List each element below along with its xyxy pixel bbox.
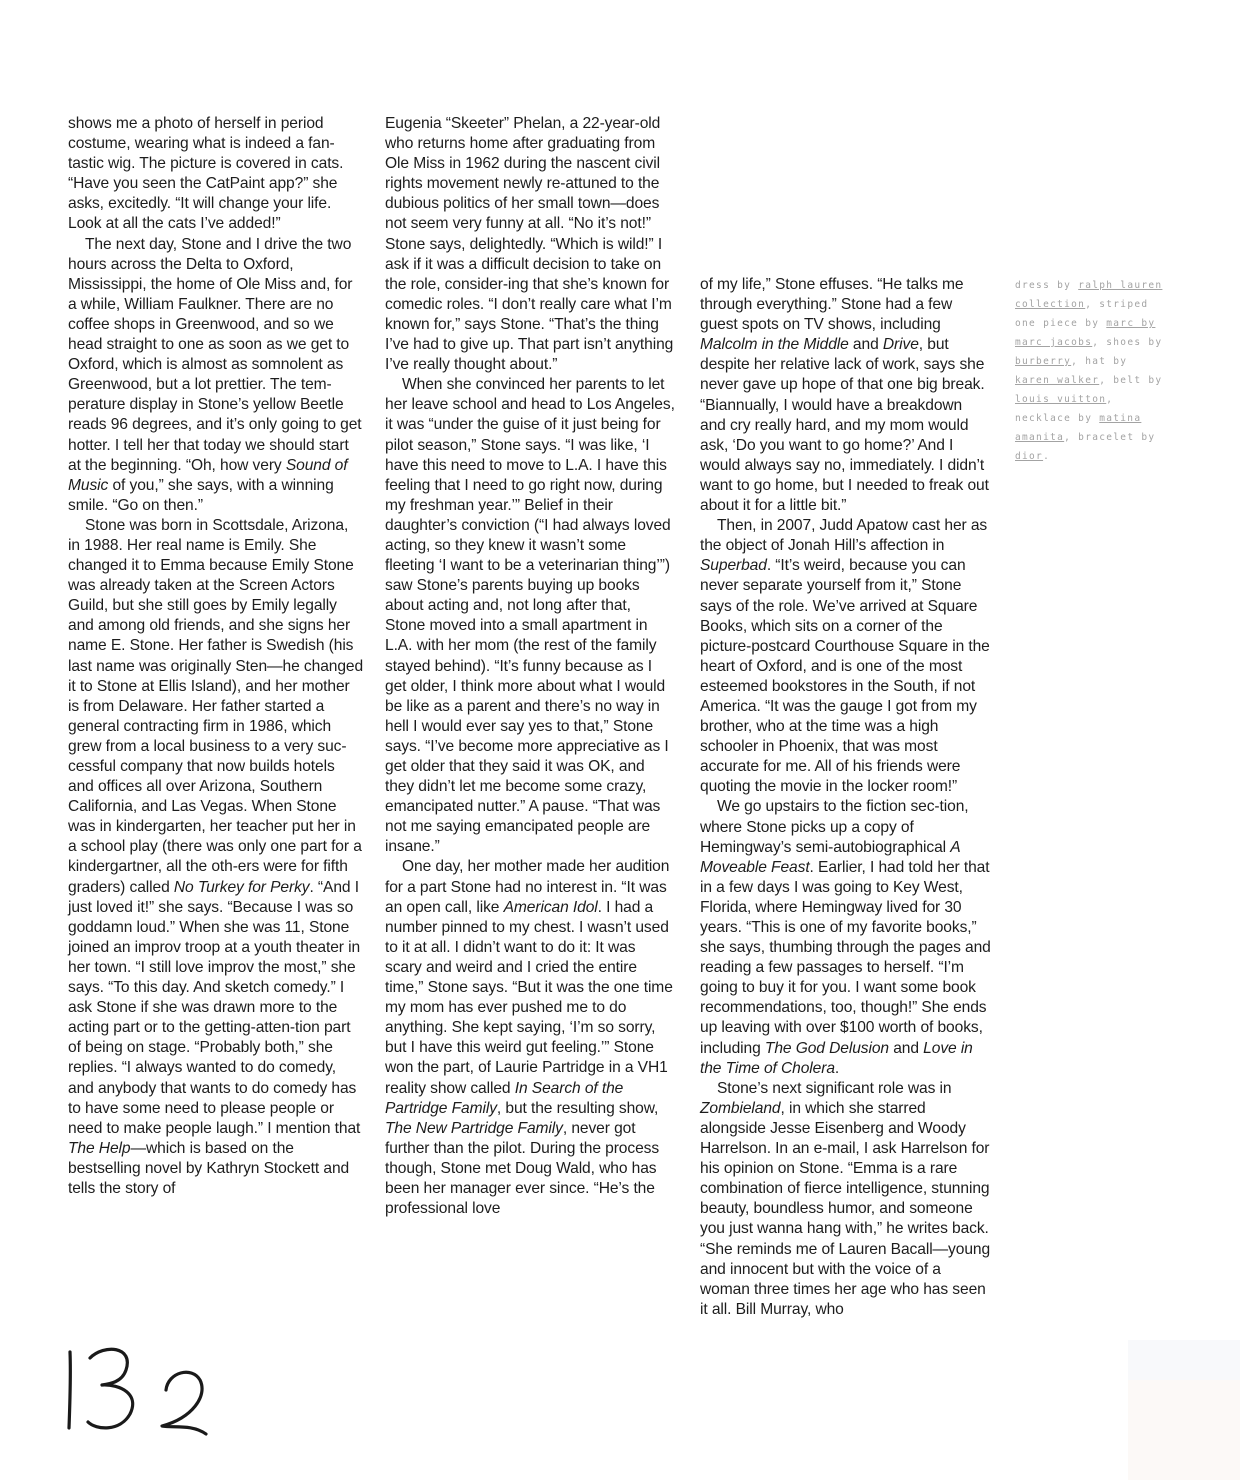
page-number-digit-3: [88, 1349, 133, 1428]
page-number-digit-1: [69, 1352, 70, 1428]
article-paragraph: We go upstairs to the fiction sec-tion, where Stone picks up a copy of Hemingway’s semi-autobiographical A Moveable Feast. Earlier, I had told her that in a few days I was going to Key West, Florida, where Hemingway lived for 30 years. “This is one of my favorite books,” she says, thumbing through the pages and reading a few passages to herself. “I’m going to buy it for you. I want some book recommendations, too, though!” She ends up leaving with over $100 worth of books, including The God Delusion and Love in the Time of Cholera.: [700, 798, 991, 1077]
article-column-1: [68, 114, 364, 1199]
credit-brand: louis vuitton: [1015, 394, 1107, 405]
credit-brand: dior: [1015, 451, 1044, 462]
page-number-digit-2: [162, 1372, 206, 1434]
credit-text: , necklace by: [1015, 394, 1114, 424]
article-paragraph: Then, in 2007, Judd Apatow cast her as the object of Jonah Hill’s affection in Superbad. “It’s weird, because you can never separate yourself from it,” Stone says of the role. We’ve arrived at Square Books, which sits on a corner of the picture-postcard Courthouse Square in the heart of Oxford, and is one of the most esteemed bookstores in the South, if not America. “It was the gauge I got from my brother, who at the time was a high schooler in Phoenix, that was most accurate for me. All of his friends were quoting the movie in the locker room!”: [700, 517, 990, 796]
article-paragraph: One day, her mother made her audition for a part Stone had no interest in. “It was an open call, like American Idol. I had a number pinned to my chest. I wasn’t used to it at all. I didn’t want to do it: It was scary and weird and I cried the entire time,” Stone says. “But it was the one time my mom has ever pushed me to do anything. She kept saying, ‘I’m so sorry, but I have this weird gut feeling.’” Stone won the part, of Laurie Partridge in a VH1 reality show called In Search of the Partridge Family, but the resulting show, The New Partridge Family, never got further than the pilot. During the process though, Stone met Doug Wald, who has been her manager ever since. “He’s the professional love: [385, 858, 673, 1218]
article-paragraph: Eugenia “Skeeter” Phelan, a 22-year-old who returns home after graduating from Ole Miss in 1962 during the nascent civil rights movement newly re-attuned to the dubious politics of her small town—does not seem very funny at all. “No it’s not!” Stone says, delightedly. “Which is wild!” I ask if it was a difficult decision to take on the role, consider-ing that she’s known for comedic roles. “I don’t really care what I’m known for,” says Stone. “That’s the thing I’ve had to give up. That part isn’t anything I’ve really thought about.”: [385, 115, 674, 374]
article-paragraph: Stone’s next significant role was in Zombieland, in which she starred alongside Jesse Eisenberg and Woody Harrelson. In an e-mail, I ask Harrelson for his opinion on Stone. “Emma is a rare combination of fierce intelligence, stunning beauty, boundless humor, and someone you just wanna hang with,” he writes back. “She reminds me of Lauren Bacall—young and innocent but with the voice of a woman three times her age who has seen it all. Bill Murray, who: [700, 1079, 991, 1318]
credit-text: , bracelet by: [1064, 432, 1156, 443]
article-column-3: [700, 275, 992, 1320]
page-edge-tint: [1128, 1380, 1240, 1480]
article-paragraph: Stone was born in Scottsdale, Arizona, in 1988. Her real name is Emily. She changed it to Emma because Emily Stone was already taken at the Screen Actors Guild, but she still goes by Emily legally and among old friends, and she signs her name E. Stone. Her father is Swedish (his last name was originally Sten—he changed it to Stone at Ellis Island), and her mother is from Delaware. Her father started a general contracting firm in 1986, which grew from a local business to a very suc-cessful company that now builds hotels and offices all over Arizona, Southern California, and Las Vegas. When Stone was in kindergarten, her teacher put her in a school play (there was only one part for a kindergartner, all the oth-ers were for fifth graders) called No Turkey for Perky. “And I just loved it!” she says. “Because I was so goddamn loud.” When she was 11, Stone joined an improv troop at a youth theater in her town. “I still love improv the most,” she says. “To this day. And sketch comedy.” I ask Stone if she was drawn more to the acting part or to the getting-atten-tion part of being on stage. “Probably both,” she replies. “I always wanted to do comedy, and anybody that wants to do comedy has to have some need to please people or need to make people laugh.” I mention that The Help—which is based on the bestselling novel by Kathryn Stockett and tells the story of: [68, 516, 364, 1197]
fashion-credits: [1015, 276, 1163, 466]
article-paragraph: shows me a photo of herself in period costume, wearing what is indeed a fan-tastic wig. The picture is covered in cats. “Have you seen the CatPaint app?” she asks, excitedly. “It will change your life. Look at all the cats I’ve added!”: [68, 115, 344, 233]
page-number: [62, 1338, 222, 1438]
article-paragraph: of my life,” Stone effuses. “He talks me through everything.” Stone had a few guest spots on TV shows, including Malcolm in the Middle and Drive, but despite her relative lack of work, says she never gave up hope of that one big break. “Biannually, I would have a breakdown and cry really hard, and my mom would ask, ‘Do you want to go home?’ And I would always say no, immediately. I didn’t want to go home, but I needed to freak out about it for a little bit.”: [700, 276, 989, 515]
article-column-2: [385, 114, 675, 1219]
credit-brand: karen walker: [1015, 375, 1100, 386]
credit-text: , hat by: [1071, 356, 1128, 367]
page-edge-tint: [1128, 1340, 1240, 1380]
credit-brand: matina amanita: [1015, 413, 1142, 443]
article-paragraph: When she convinced her parents to let her leave school and head to Los Angeles, it was “under the guise of it just being for pilot season,” Stone says. “I was like, ‘I have this need to move to L.A. I have this feeling that I need to go right now, during my freshman year.’” Belief in their daughter’s conviction (“I had always loved acting, so they knew it wasn’t some fleeting ‘I want to be a veterinarian thing’”) saw Stone’s parents buying up books about acting and, not long after that, Stone moved into a small apartment in L.A. with her mom (the rest of the family stayed behind). “It’s funny because as I get older, I think more about what I would be like as a parent and there’s no way in hell I would ever say yes to that,” Stone says. “I’ve become more appreciative as I get older that they said it was OK, and they didn’t let me become some crazy, emancipated nutter.” A pause. “That was not me saying emancipated people are insane.”: [385, 376, 675, 856]
credit-brand: marc by marc jacobs: [1015, 318, 1156, 348]
credit-text: , belt by: [1099, 375, 1163, 386]
credit-text: .: [1043, 451, 1051, 462]
article-paragraph: The next day, Stone and I drive the two hours across the Delta to Oxford, Mississippi, the home of Ole Miss and, for a while, William Faulkner. There are no coffee shops in Greenwood, and so we head straight to one as soon as we get to Oxford, which is almost as somnolent as Greenwood, but a lot prettier. The tem-perature display in Stone’s yellow Beetle reads 96 degrees, and it’s only going to get hotter. I tell her that today we should start at the beginning. “Oh, how very Sound of Music of you,” she says, with a winning smile. “Go on then.”: [68, 235, 362, 514]
credit-text: , striped one piece by: [1015, 299, 1149, 329]
credit-brand: burberry: [1015, 356, 1072, 367]
credit-brand: ralph lauren collection: [1015, 280, 1163, 310]
credit-text: , shoes by: [1092, 337, 1163, 348]
credit-text: dress by: [1015, 280, 1079, 291]
